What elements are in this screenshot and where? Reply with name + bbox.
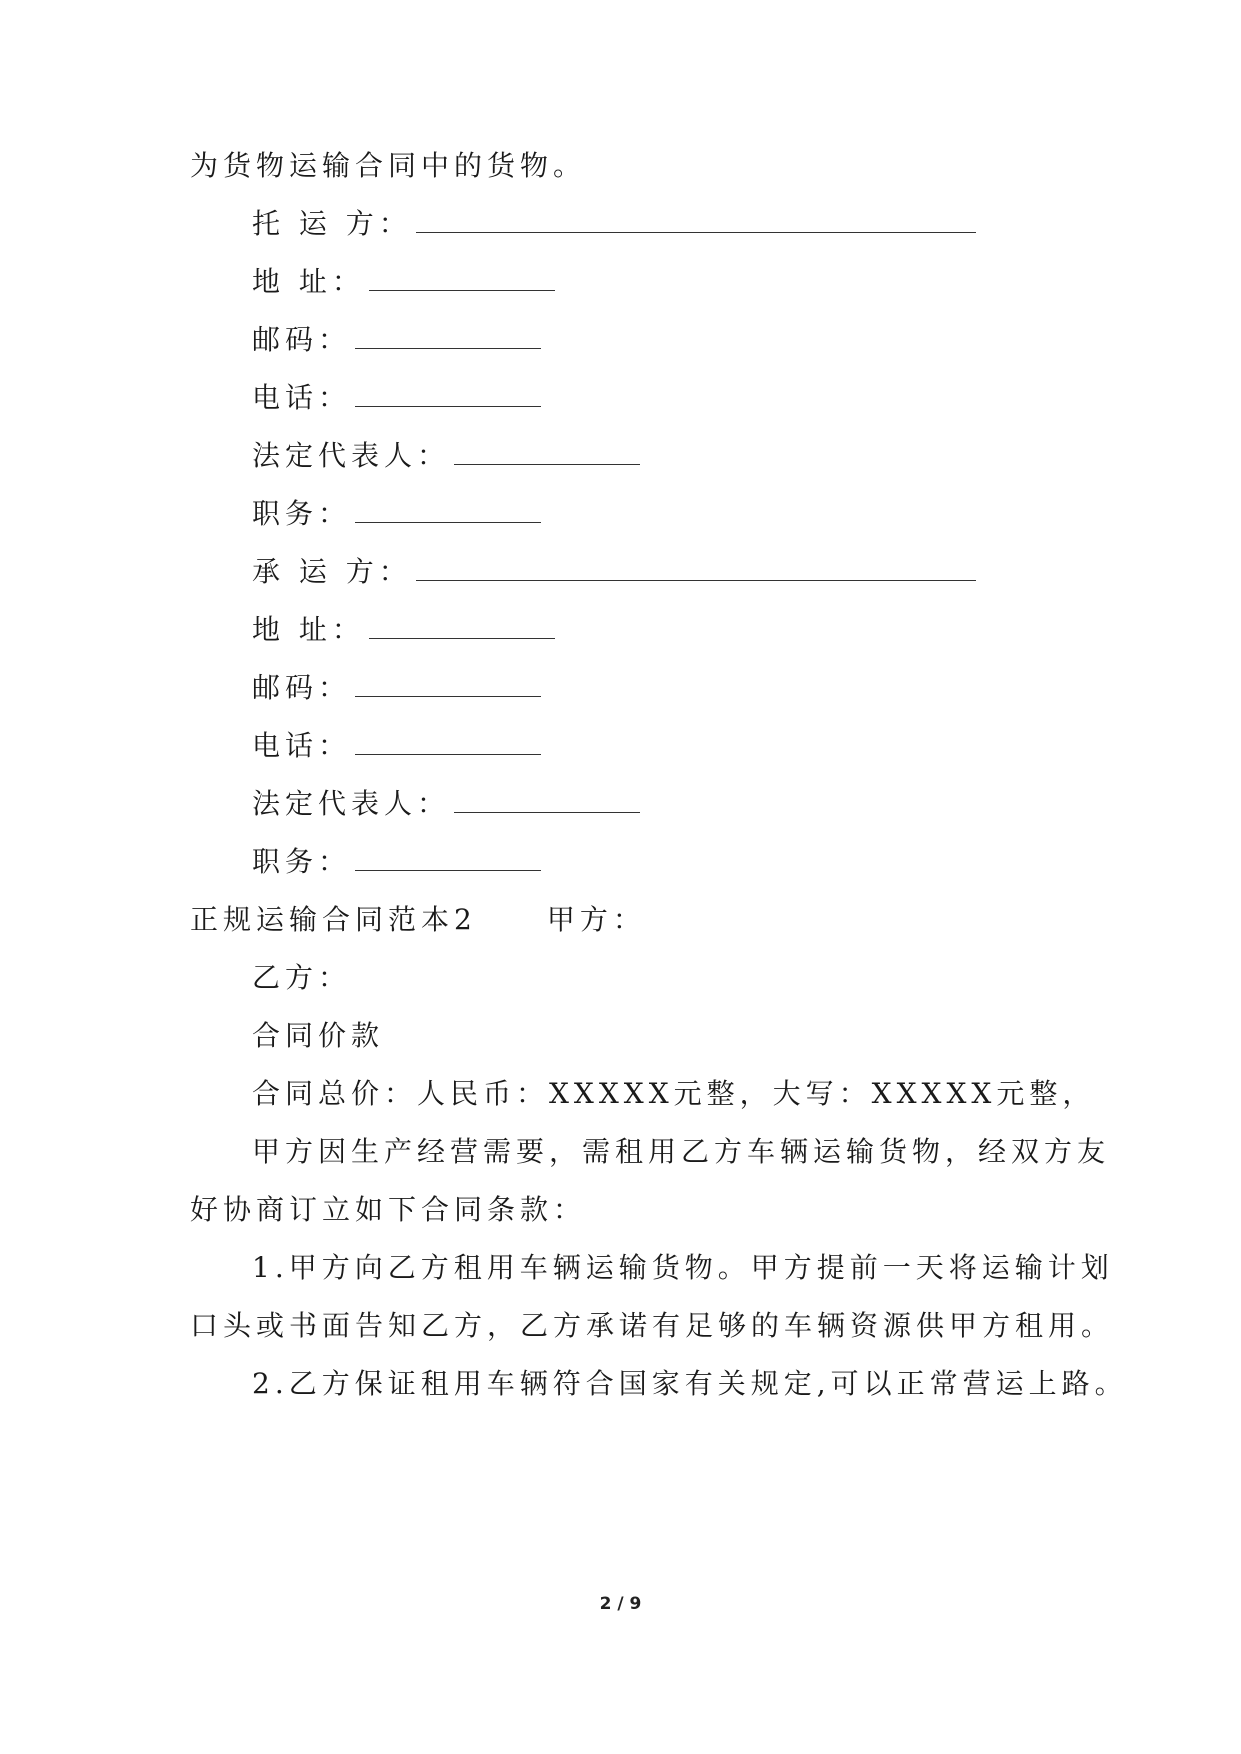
field-label: 邮码： <box>252 323 352 356</box>
field-label: 法定代表人： <box>252 439 451 472</box>
field-label: 法定代表人： <box>252 787 451 820</box>
fill-blank <box>454 786 640 813</box>
field-label: 承 运 方： <box>252 555 412 588</box>
fill-blank <box>355 728 541 755</box>
fill-blank <box>355 670 541 697</box>
fill-blank <box>454 438 640 465</box>
paragraph-text: 2.乙方保证租用车辆符合国家有关规定,可以正常营运上路。 <box>252 1367 1128 1400</box>
consignor-legal-rep-field <box>252 436 640 476</box>
subsection-heading: 合同价款 <box>252 1019 385 1052</box>
field-label: 邮码： <box>252 671 352 704</box>
fill-blank <box>369 612 555 639</box>
field-label: 职务： <box>252 497 352 530</box>
consignor-address-field <box>252 262 555 302</box>
carrier-position-field <box>252 842 541 882</box>
carrier-postcode-field <box>252 668 541 708</box>
paragraph-text: 为货物运输合同中的货物。 <box>190 149 587 182</box>
section-heading: 正规运输合同范本2 <box>190 903 477 936</box>
party-a-label: 甲方： <box>546 903 646 936</box>
paragraph-text: 口头或书面告知乙方，乙方承诺有足够的车辆资源供甲方租用。 <box>190 1309 1115 1342</box>
carrier-legal-rep-field <box>252 784 640 824</box>
field-label: 职务： <box>252 845 352 878</box>
fill-blank <box>416 206 976 233</box>
carrier-address-field <box>252 610 555 650</box>
carrier-party-field <box>252 552 976 592</box>
party-b-label: 乙方： <box>252 961 352 994</box>
field-label: 地 址： <box>252 265 365 298</box>
consignor-phone-field <box>252 378 541 418</box>
fill-blank <box>369 264 555 291</box>
fill-blank <box>355 322 541 349</box>
consignor-party-field <box>252 204 976 244</box>
fill-blank <box>355 380 541 407</box>
paragraph-text: 好协商订立如下合同条款： <box>190 1193 587 1226</box>
consignor-position-field <box>252 494 541 534</box>
field-label: 电话： <box>252 381 352 414</box>
consignor-postcode-field <box>252 320 541 360</box>
carrier-phone-field <box>252 726 541 766</box>
fill-blank <box>416 554 976 581</box>
fill-blank <box>355 844 541 871</box>
section-heading-line <box>190 900 646 940</box>
paragraph-text: 甲方因生产经营需要，需租用乙方车辆运输货物，经双方友 <box>252 1135 1111 1168</box>
page-number: 2 / 9 <box>599 1594 642 1614</box>
fill-blank <box>355 496 541 523</box>
field-label: 托 运 方： <box>252 207 412 240</box>
field-label: 地 址： <box>252 613 365 646</box>
paragraph-text: 合同总价：人民币：XXXXX元整，大写：XXXXX元整， <box>252 1077 1096 1110</box>
paragraph-text: 1.甲方向乙方租用车辆运输货物。甲方提前一天将运输计划 <box>252 1251 1114 1284</box>
field-label: 电话： <box>252 729 352 762</box>
